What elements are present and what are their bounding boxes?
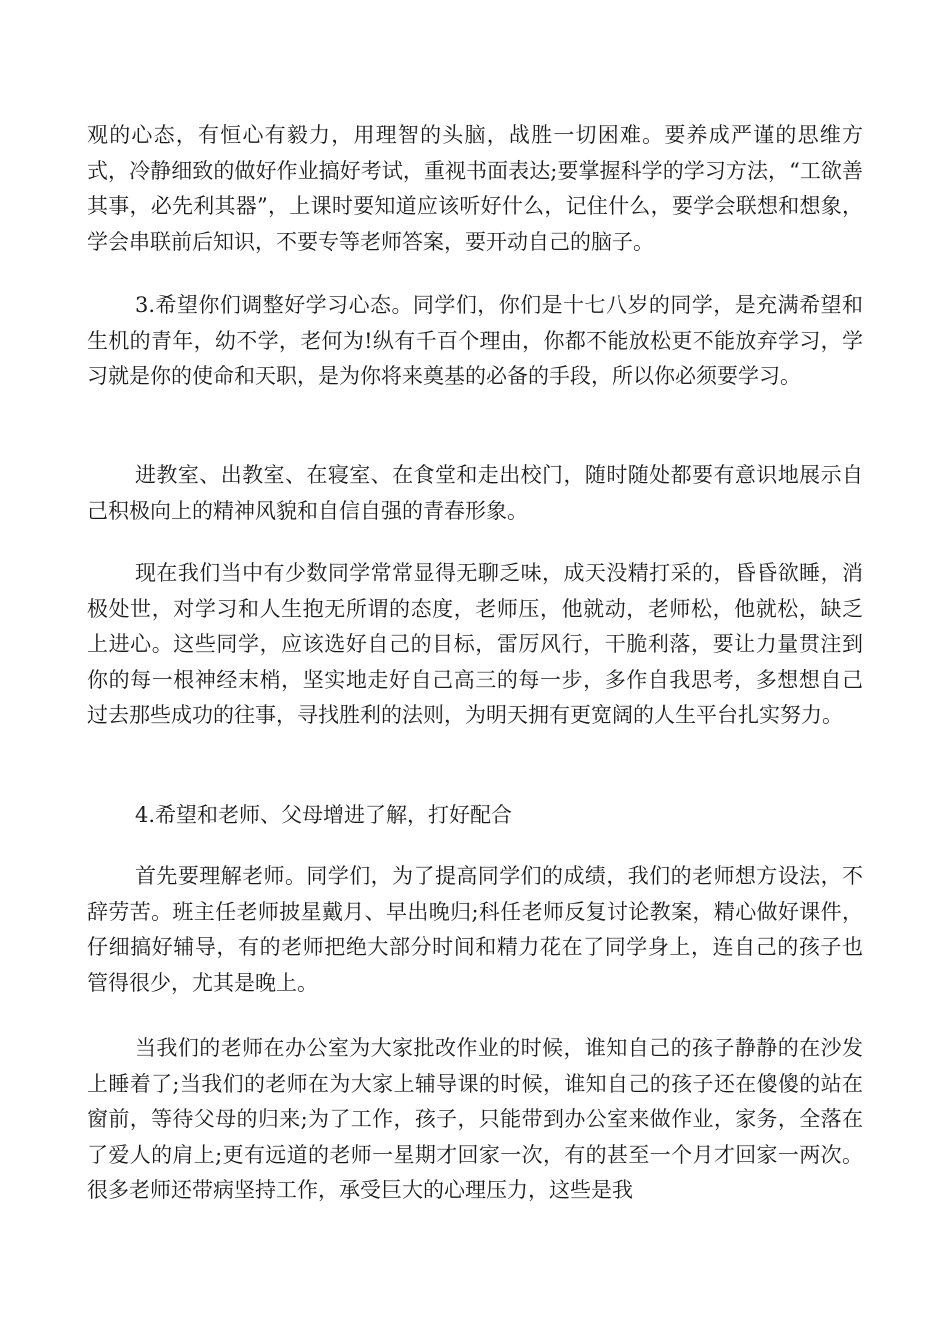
paragraph-continuation: 观的心态，有恒心有毅力，用理智的头脑，战胜一切困难。要养成严谨的思维方式，冷静细致的做好作业搞好考试，重视书面表达;要掌握科学的学习方法，“工欲善其事，必先利其器”，上课时要知道应该听好什么，记住什么，要学会联想和想象，学会串联前后知识，不要专等老师答案，要开动自己的脑子。	[87, 123, 863, 254]
paragraph-demeanor: 进教室、出教室、在寝室、在食堂和走出校门，随时随处都要有意识地展示自己积极向上的精神风貌和自信自强的青春形象。	[87, 463, 863, 523]
paragraph-item-3: 3.希望你们调整好学习心态。同学们，你们是十七八岁的同学，是充满希望和生机的青年，幼不学，老何为!纵有千百个理由，你都不能放松更不能放弃学习，学习就是你的使命和天职，是为你将来奠基的必备的手段，所以你必须要学习。	[87, 293, 863, 388]
paragraph-listless-students: 现在我们当中有少数同学常常显得无聊乏味，成天没精打采的，昏昏欲睡，消极处世，对学习和人生抱无所谓的态度，老师压，他就动，老师松，他就松，缺乏上进心。这些同学，应该选好自己的目标，雷厉风行，干脆利落，要让力量贯注到你的每一根神经末梢，坚实地走好自己高三的每一步，多作自我思考，多想想自己过去那些成功的往事，寻找胜利的法则，为明天拥有更宽阔的人生平台扎实努力。	[87, 561, 863, 727]
paragraph-item-4-heading: 4.希望和老师、父母增进了解，打好配合	[135, 803, 513, 827]
paragraph-teachers-sacrifice: 当我们的老师在办公室为大家批改作业的时候，谁知自己的孩子静静的在沙发上睡着了;当我们的老师在为大家上辅导课的时候，谁知自己的孩子还在傻傻的站在窗前，等待父母的归来;为了工作，孩子，只能带到办公室来做作业，家务，全落在了爱人的肩上;更有远道的老师一星期才回家一次，有的甚至一个月才回家一两次。很多老师还带病坚持工作，承受巨大的心理压力，这些是我	[87, 1036, 863, 1202]
paragraph-understand-teachers: 首先要理解老师。同学们，为了提高同学们的成绩，我们的老师想方设法，不辞劳苦。班主任老师披星戴月、早出晚归;科任老师反复讨论教案，精心做好课件，仔细搞好辅导，有的老师把绝大部分时间和精力花在了同学身上，连自己的孩子也管得很少，尤其是晚上。	[87, 864, 863, 995]
